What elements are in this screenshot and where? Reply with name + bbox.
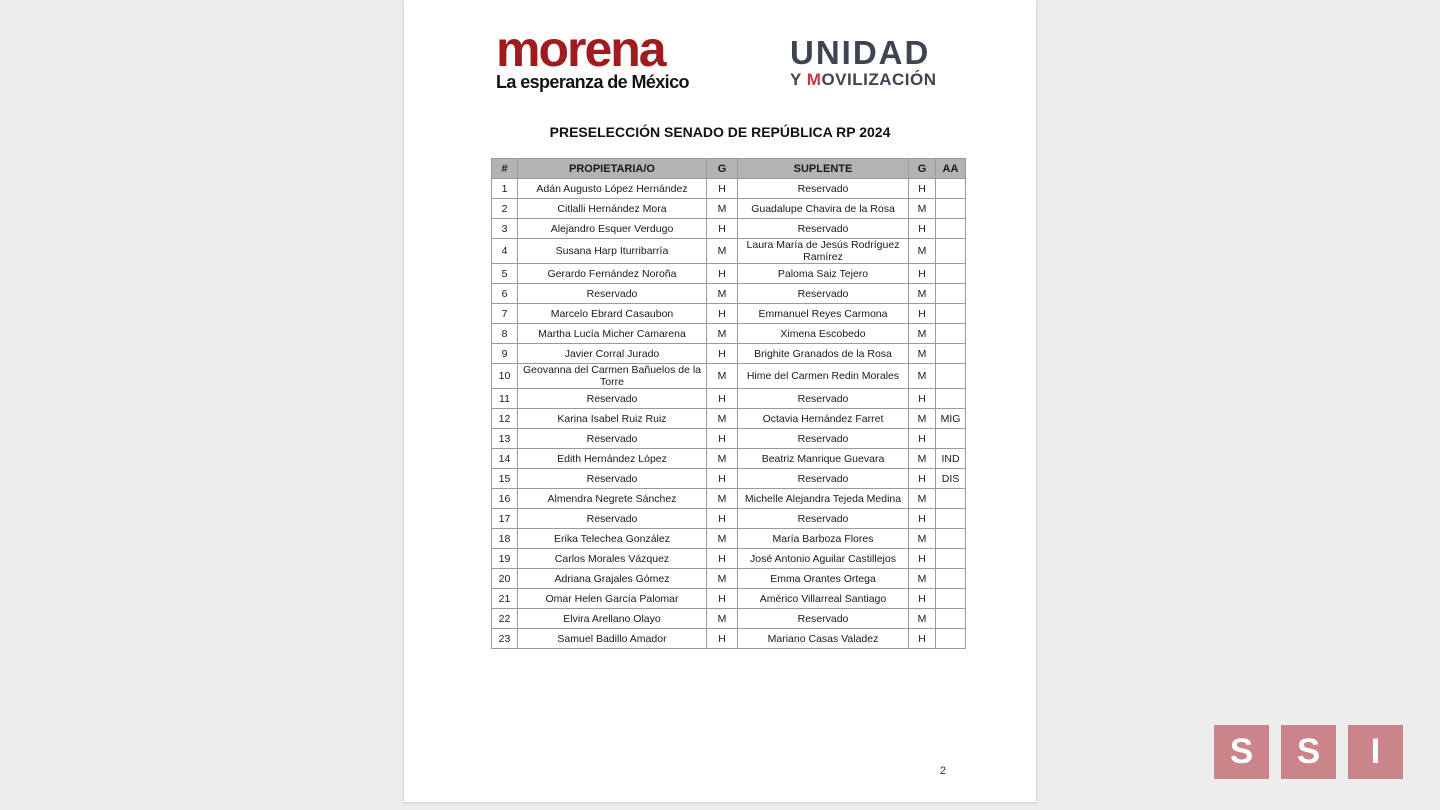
cell-g2: H <box>909 219 936 239</box>
cell-aa <box>936 364 966 389</box>
cell-aa <box>936 264 966 284</box>
cell-g2: M <box>909 284 936 304</box>
morena-tagline: La esperanza de México <box>496 72 689 92</box>
cell-aa <box>936 589 966 609</box>
cell-num: 8 <box>492 324 518 344</box>
cell-aa <box>936 179 966 199</box>
unidad-movilizacion-logo <box>790 34 937 90</box>
cell-suplente: Beatriz Manrique Guevara <box>738 449 909 469</box>
cell-propietaria: Carlos Morales Vázquez <box>518 549 707 569</box>
cell-num: 10 <box>492 364 518 389</box>
table-row <box>492 529 966 549</box>
cell-g2: M <box>909 489 936 509</box>
cell-propietaria: Reservado <box>518 469 707 489</box>
cell-g2: M <box>909 344 936 364</box>
ssi-letter-square: S <box>1214 725 1269 779</box>
table-row <box>492 179 966 199</box>
unidad-line2-rest: OVILIZACIÓN <box>821 70 937 89</box>
cell-num: 20 <box>492 569 518 589</box>
cell-suplente: Emmanuel Reyes Carmona <box>738 304 909 324</box>
cell-g1: H <box>707 389 738 409</box>
table-row <box>492 364 966 389</box>
cell-suplente: Reservado <box>738 284 909 304</box>
cell-num: 3 <box>492 219 518 239</box>
cell-suplente: Reservado <box>738 179 909 199</box>
cell-suplente: Emma Orantes Ortega <box>738 569 909 589</box>
cell-g2: M <box>909 609 936 629</box>
cell-propietaria: Reservado <box>518 509 707 529</box>
cell-propietaria: Marcelo Ebrard Casaubon <box>518 304 707 324</box>
cell-g2: H <box>909 179 936 199</box>
cell-propietaria: Almendra Negrete Sánchez <box>518 489 707 509</box>
table-row <box>492 304 966 324</box>
cell-aa <box>936 569 966 589</box>
cell-num: 11 <box>492 389 518 409</box>
cell-propietaria: Elvira Arellano Olayo <box>518 609 707 629</box>
cell-propietaria: Erika Telechea González <box>518 529 707 549</box>
cell-g1: M <box>707 449 738 469</box>
cell-suplente: Brighite Granados de la Rosa <box>738 344 909 364</box>
table-body <box>492 179 966 649</box>
cell-g2: M <box>909 409 936 429</box>
cell-suplente: Américo Villarreal Santiago <box>738 589 909 609</box>
table-header-row <box>492 159 966 179</box>
cell-num: 2 <box>492 199 518 219</box>
cell-aa <box>936 489 966 509</box>
cell-aa <box>936 284 966 304</box>
cell-suplente: Michelle Alejandra Tejeda Medina <box>738 489 909 509</box>
cell-num: 4 <box>492 239 518 264</box>
cell-g1: H <box>707 429 738 449</box>
cell-g1: H <box>707 304 738 324</box>
cell-suplente: Reservado <box>738 609 909 629</box>
cell-g1: M <box>707 569 738 589</box>
cell-propietaria: Citlalli Hernández Mora <box>518 199 707 219</box>
table-row <box>492 344 966 364</box>
cell-suplente: Reservado <box>738 469 909 489</box>
cell-g1: M <box>707 529 738 549</box>
cell-suplente: Mariano Casas Valadez <box>738 629 909 649</box>
cell-propietaria: Susana Harp Iturribarría <box>518 239 707 264</box>
cell-propietaria: Reservado <box>518 429 707 449</box>
table-row <box>492 429 966 449</box>
cell-suplente: Reservado <box>738 219 909 239</box>
table-row <box>492 264 966 284</box>
ssi-letter-square: I <box>1348 725 1403 779</box>
table-row <box>492 284 966 304</box>
table-row <box>492 409 966 429</box>
cell-g2: H <box>909 469 936 489</box>
cell-aa: DIS <box>936 469 966 489</box>
table-row <box>492 219 966 239</box>
cell-g1: M <box>707 609 738 629</box>
cell-aa <box>936 389 966 409</box>
column-header: G <box>707 159 738 179</box>
candidates-table <box>491 158 966 649</box>
cell-propietaria: Gerardo Fernández Noroña <box>518 264 707 284</box>
cell-g1: M <box>707 239 738 264</box>
cell-g2: H <box>909 304 936 324</box>
cell-g2: M <box>909 199 936 219</box>
cell-g2: H <box>909 629 936 649</box>
cell-propietaria: Karina Isabel Ruiz Ruiz <box>518 409 707 429</box>
cell-num: 1 <box>492 179 518 199</box>
cell-g2: H <box>909 389 936 409</box>
cell-g1: H <box>707 589 738 609</box>
cell-suplente: Reservado <box>738 389 909 409</box>
cell-aa <box>936 324 966 344</box>
cell-g1: M <box>707 284 738 304</box>
cell-g2: M <box>909 449 936 469</box>
cell-g2: M <box>909 569 936 589</box>
table-row <box>492 239 966 264</box>
table-row <box>492 549 966 569</box>
cell-aa <box>936 304 966 324</box>
document-page <box>403 0 1037 803</box>
unidad-logo-line1: UNIDAD <box>790 34 931 71</box>
cell-propietaria: Adriana Grajales Gómez <box>518 569 707 589</box>
column-header: AA <box>936 159 966 179</box>
cell-aa <box>936 429 966 449</box>
cell-suplente: Octavia Hernández Farret <box>738 409 909 429</box>
table-row <box>492 199 966 219</box>
cell-g2: M <box>909 324 936 344</box>
cell-g2: H <box>909 429 936 449</box>
cell-suplente: Reservado <box>738 509 909 529</box>
cell-aa <box>936 509 966 529</box>
column-header: PROPIETARIA/O <box>518 159 707 179</box>
cell-aa <box>936 219 966 239</box>
cell-suplente: María Barboza Flores <box>738 529 909 549</box>
cell-aa <box>936 549 966 569</box>
cell-aa <box>936 344 966 364</box>
cell-aa: IND <box>936 449 966 469</box>
unidad-line2-accent: M <box>806 70 822 89</box>
cell-g1: H <box>707 549 738 569</box>
cell-aa <box>936 629 966 649</box>
table-header <box>492 159 966 179</box>
cell-g2: H <box>909 509 936 529</box>
cell-num: 22 <box>492 609 518 629</box>
cell-num: 12 <box>492 409 518 429</box>
cell-g2: M <box>909 239 936 264</box>
cell-propietaria: Martha Lucía Micher Camarena <box>518 324 707 344</box>
table-row <box>492 449 966 469</box>
cell-suplente: Paloma Saiz Tejero <box>738 264 909 284</box>
table-row <box>492 629 966 649</box>
ssi-letter-square: S <box>1281 725 1336 779</box>
cell-aa <box>936 529 966 549</box>
cell-g1: H <box>707 219 738 239</box>
column-header: SUPLENTE <box>738 159 909 179</box>
cell-aa <box>936 609 966 629</box>
cell-g1: H <box>707 264 738 284</box>
cell-num: 18 <box>492 529 518 549</box>
cell-num: 16 <box>492 489 518 509</box>
cell-propietaria: Reservado <box>518 389 707 409</box>
unidad-logo-line2 <box>790 70 937 90</box>
cell-g1: H <box>707 509 738 529</box>
cell-aa: MIG <box>936 409 966 429</box>
table-row <box>492 589 966 609</box>
cell-num: 14 <box>492 449 518 469</box>
cell-propietaria: Omar Helen García Palomar <box>518 589 707 609</box>
page-number: 2 <box>939 765 946 777</box>
cell-propietaria: Reservado <box>518 284 707 304</box>
cell-g1: H <box>707 629 738 649</box>
cell-aa <box>936 199 966 219</box>
cell-g1: H <box>707 469 738 489</box>
morena-wordmark: morena <box>496 21 665 77</box>
morena-logo <box>496 21 689 93</box>
table-row <box>492 609 966 629</box>
cell-g1: M <box>707 324 738 344</box>
cell-suplente: Ximena Escobedo <box>738 324 909 344</box>
cell-g1: H <box>707 179 738 199</box>
cell-suplente: Laura María de Jesús Rodríguez Ramírez <box>738 239 909 264</box>
cell-propietaria: Samuel Badillo Amador <box>518 629 707 649</box>
cell-num: 13 <box>492 429 518 449</box>
unidad-line2-prefix: Y <box>790 70 807 89</box>
cell-num: 5 <box>492 264 518 284</box>
cell-g2: H <box>909 589 936 609</box>
cell-num: 17 <box>492 509 518 529</box>
table-row <box>492 509 966 529</box>
table-row <box>492 569 966 589</box>
cell-g1: M <box>707 199 738 219</box>
cell-propietaria: Alejandro Esquer Verdugo <box>518 219 707 239</box>
column-header: # <box>492 159 518 179</box>
table-row <box>492 389 966 409</box>
cell-g2: H <box>909 264 936 284</box>
cell-num: 23 <box>492 629 518 649</box>
cell-propietaria: Adán Augusto López Hernández <box>518 179 707 199</box>
cell-suplente: Hime del Carmen Redin Morales <box>738 364 909 389</box>
cell-suplente: José Antonio Aguilar Castillejos <box>738 549 909 569</box>
cell-propietaria: Edith Hernández López <box>518 449 707 469</box>
cell-g1: M <box>707 409 738 429</box>
cell-propietaria: Javier Corral Jurado <box>518 344 707 364</box>
cell-g1: M <box>707 489 738 509</box>
cell-propietaria: Geovanna del Carmen Bañuelos de la Torre <box>518 364 707 389</box>
cell-suplente: Reservado <box>738 429 909 449</box>
cell-g2: H <box>909 549 936 569</box>
table-row <box>492 324 966 344</box>
ssi-watermark <box>1214 725 1403 779</box>
cell-num: 21 <box>492 589 518 609</box>
cell-g1: M <box>707 364 738 389</box>
cell-g1: H <box>707 344 738 364</box>
cell-num: 7 <box>492 304 518 324</box>
cell-num: 9 <box>492 344 518 364</box>
cell-num: 19 <box>492 549 518 569</box>
cell-aa <box>936 239 966 264</box>
cell-g2: M <box>909 529 936 549</box>
column-header: G <box>909 159 936 179</box>
cell-num: 6 <box>492 284 518 304</box>
table-row <box>492 489 966 509</box>
table-row <box>492 469 966 489</box>
cell-g2: M <box>909 364 936 389</box>
cell-num: 15 <box>492 469 518 489</box>
document-title: PRESELECCIÓN SENADO DE REPÚBLICA RP 2024 <box>549 124 891 140</box>
cell-suplente: Guadalupe Chavira de la Rosa <box>738 199 909 219</box>
